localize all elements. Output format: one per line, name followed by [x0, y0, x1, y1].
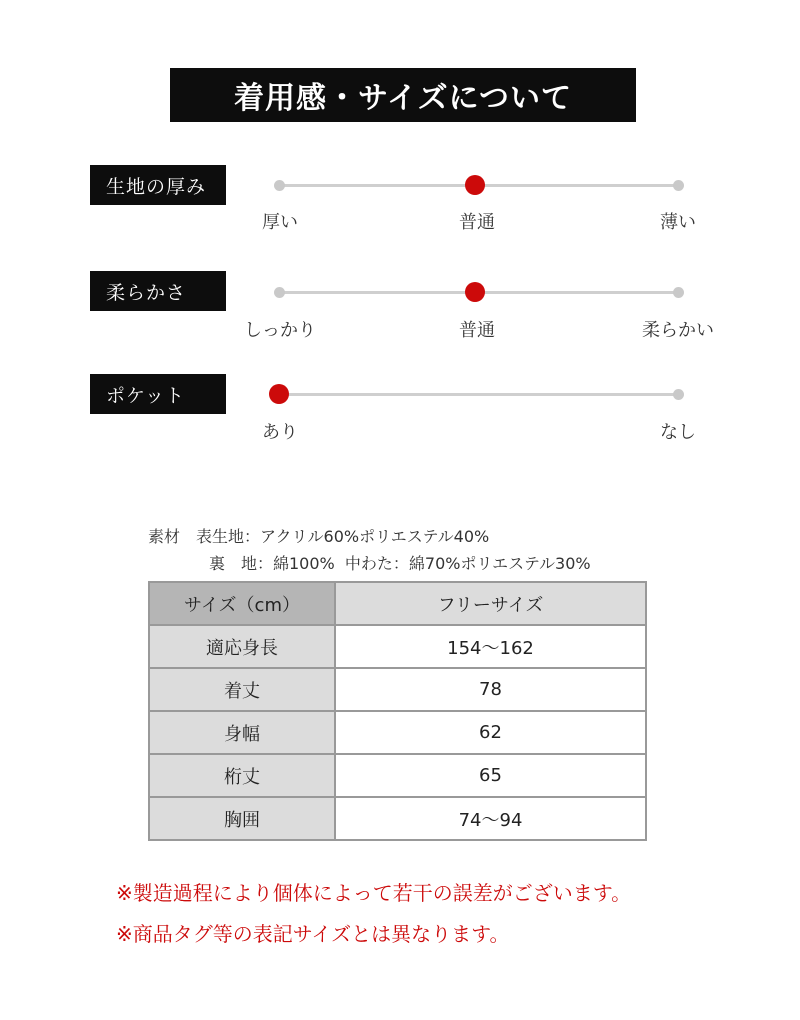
- note-manufacturing-variance: ※製造過程により個体によって若干の誤差がございます。: [116, 881, 632, 905]
- table-row: [149, 711, 646, 754]
- rating-option-no: なし: [660, 422, 696, 443]
- rating-label-pocket: ポケット: [90, 374, 226, 414]
- table-cell-label: 着丈: [149, 668, 335, 711]
- rating-dot-thick: [274, 180, 285, 191]
- rating-option-firm: しっかり: [244, 320, 316, 341]
- rating-option-soft: 柔らかい: [642, 320, 714, 341]
- table-cell-value: 74～94: [335, 797, 646, 840]
- material-line-lining: 裏 地：綿100% 中わた：綿70%ポリエステル30%: [209, 554, 591, 573]
- note-tag-size-differs: ※商品タグ等の表記サイズとは異なります。: [116, 922, 510, 946]
- rating-dot-yes-selected: [269, 384, 289, 404]
- table-row: [149, 797, 646, 840]
- material-line-outer: 素材 表生地：アクリル60%ポリエステル40%: [148, 527, 490, 546]
- rating-option-thick: 厚い: [262, 212, 298, 233]
- rating-dot-normal-selected: [465, 282, 485, 302]
- table-cell-label: 適応身長: [149, 625, 335, 668]
- table-cell-value: 78: [335, 668, 646, 711]
- rating-dot-thin: [673, 180, 684, 191]
- page-title: 着用感・サイズについて: [170, 68, 636, 122]
- rating-option-yes: あり: [262, 422, 298, 443]
- rating-dot-firm: [274, 287, 285, 298]
- rating-option-normal: 普通: [459, 320, 495, 341]
- table-row: [149, 625, 646, 668]
- rating-label-softness: 柔らかさ: [90, 271, 226, 311]
- table-cell-label: 胸囲: [149, 797, 335, 840]
- table-header-free-size: フリーサイズ: [335, 582, 646, 625]
- rating-track-pocket: [279, 393, 679, 396]
- table-header-row: [149, 582, 646, 625]
- table-row: [149, 668, 646, 711]
- table-cell-value: 154～162: [335, 625, 646, 668]
- rating-dot-normal-selected: [465, 175, 485, 195]
- rating-option-normal: 普通: [459, 212, 495, 233]
- table-cell-value: 65: [335, 754, 646, 797]
- table-row: [149, 754, 646, 797]
- rating-option-thin: 薄い: [660, 212, 696, 233]
- table-header-size: サイズ（cm）: [149, 582, 335, 625]
- table-cell-label: 身幅: [149, 711, 335, 754]
- rating-label-thickness: 生地の厚み: [90, 165, 226, 205]
- table-cell-label: 桁丈: [149, 754, 335, 797]
- size-table: [148, 581, 647, 841]
- rating-dot-soft: [673, 287, 684, 298]
- table-cell-value: 62: [335, 711, 646, 754]
- rating-dot-no: [673, 389, 684, 400]
